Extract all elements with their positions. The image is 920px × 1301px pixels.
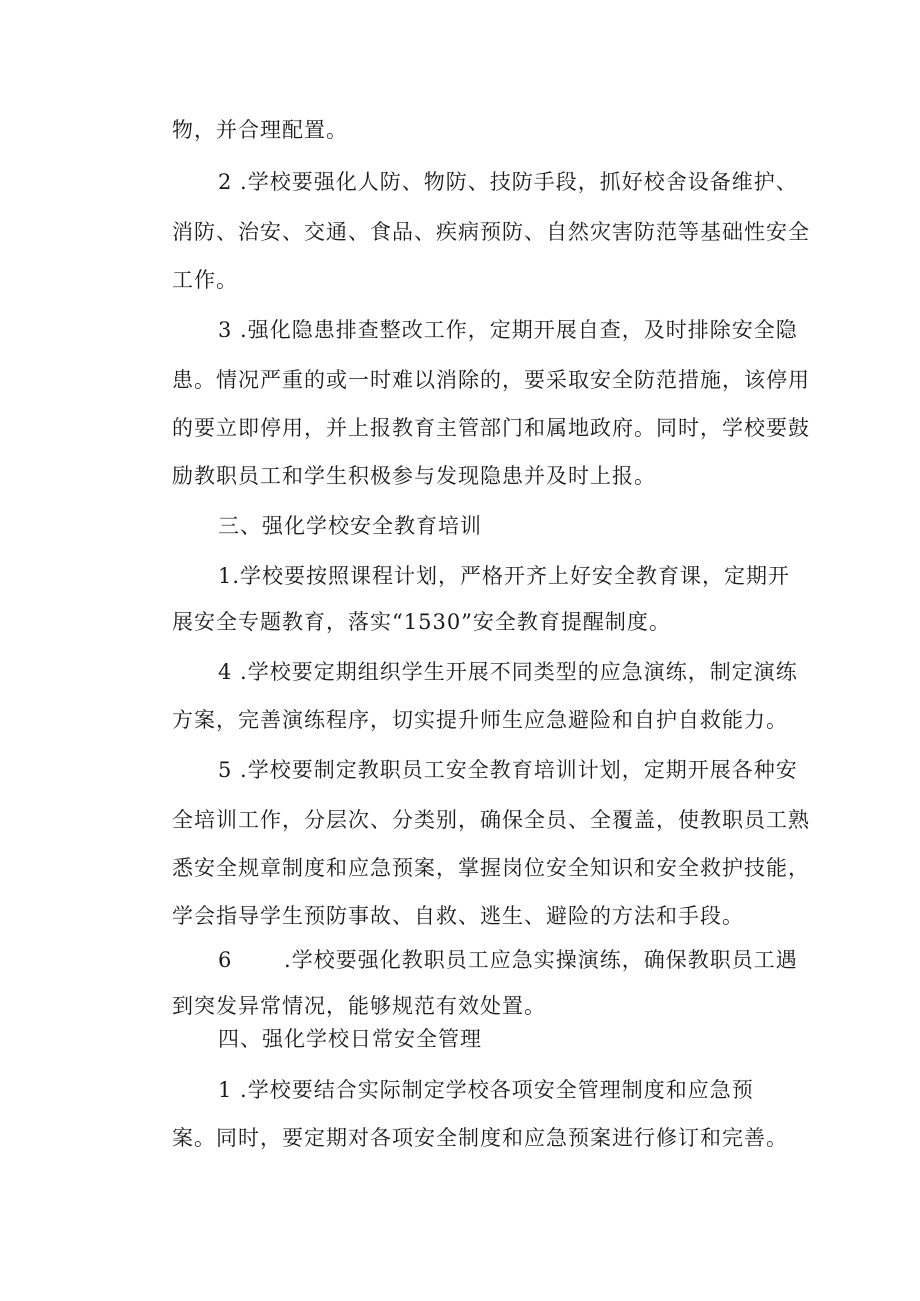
text-line: 患。情况严重的或一时难以消除的，要采取安全防范措施，该停用: [172, 368, 810, 392]
text-line: 2 .学校要强化人防、物防、技防手段，抓好校舍设备维护、: [218, 170, 798, 194]
text-line: 方案，完善演练程序，切实提升师生应急避险和自护自救能力。: [172, 708, 788, 732]
text-line: 消防、治安、交通、食品、疾病预防、自然灾害防范等基础性安全: [172, 220, 810, 244]
text-line: 全培训工作，分层次、分类别，确保全员、全覆盖，使教职员工熟: [172, 808, 810, 832]
text-line: 1 .学校要结合实际制定学校各项安全管理制度和应急预: [218, 1078, 754, 1102]
text-line: 悉安全规章制度和应急预案，掌握岗位安全知识和安全救护技能，: [172, 856, 810, 880]
text-line: 4 .学校要定期组织学生开展不同类型的应急演练，制定演练: [218, 660, 798, 684]
text-line: 3 .强化隐患排查整改工作，定期开展自查，及时排除安全隐: [218, 318, 798, 342]
text-line: 1.学校要按照课程计划，严格开齐上好安全教育课，定期开: [218, 564, 791, 588]
text-line: 5 .学校要制定教职员工安全教育培训计划，定期开展各种安: [218, 758, 798, 782]
text-line: 学会指导学生预防事故、自救、逃生、避险的方法和手段。: [172, 904, 744, 928]
text-line: 展安全专题教育，落实“1530”安全教育提醒制度。: [172, 610, 671, 634]
text-line: 6 .学校要强化教职员工应急实操演练，确保教职员工遇: [218, 948, 798, 972]
section-heading: 三、强化学校安全教育培训: [218, 514, 482, 538]
text-line: 物，并合理配置。: [172, 118, 348, 142]
section-heading: 四、强化学校日常安全管理: [218, 1027, 482, 1051]
text-line: 的要立即停用，并上报教育主管部门和属地政府。同时，学校要鼓: [172, 416, 810, 440]
text-line: 励教职员工和学生积极参与发现隐患并及时上报。: [172, 464, 656, 488]
text-line: 工作。: [172, 268, 238, 292]
text-line: 案。同时，要定期对各项安全制度和应急预案进行修订和完善。: [172, 1126, 788, 1150]
text-line: 到突发异常情况，能够规范有效处置。: [172, 994, 546, 1018]
